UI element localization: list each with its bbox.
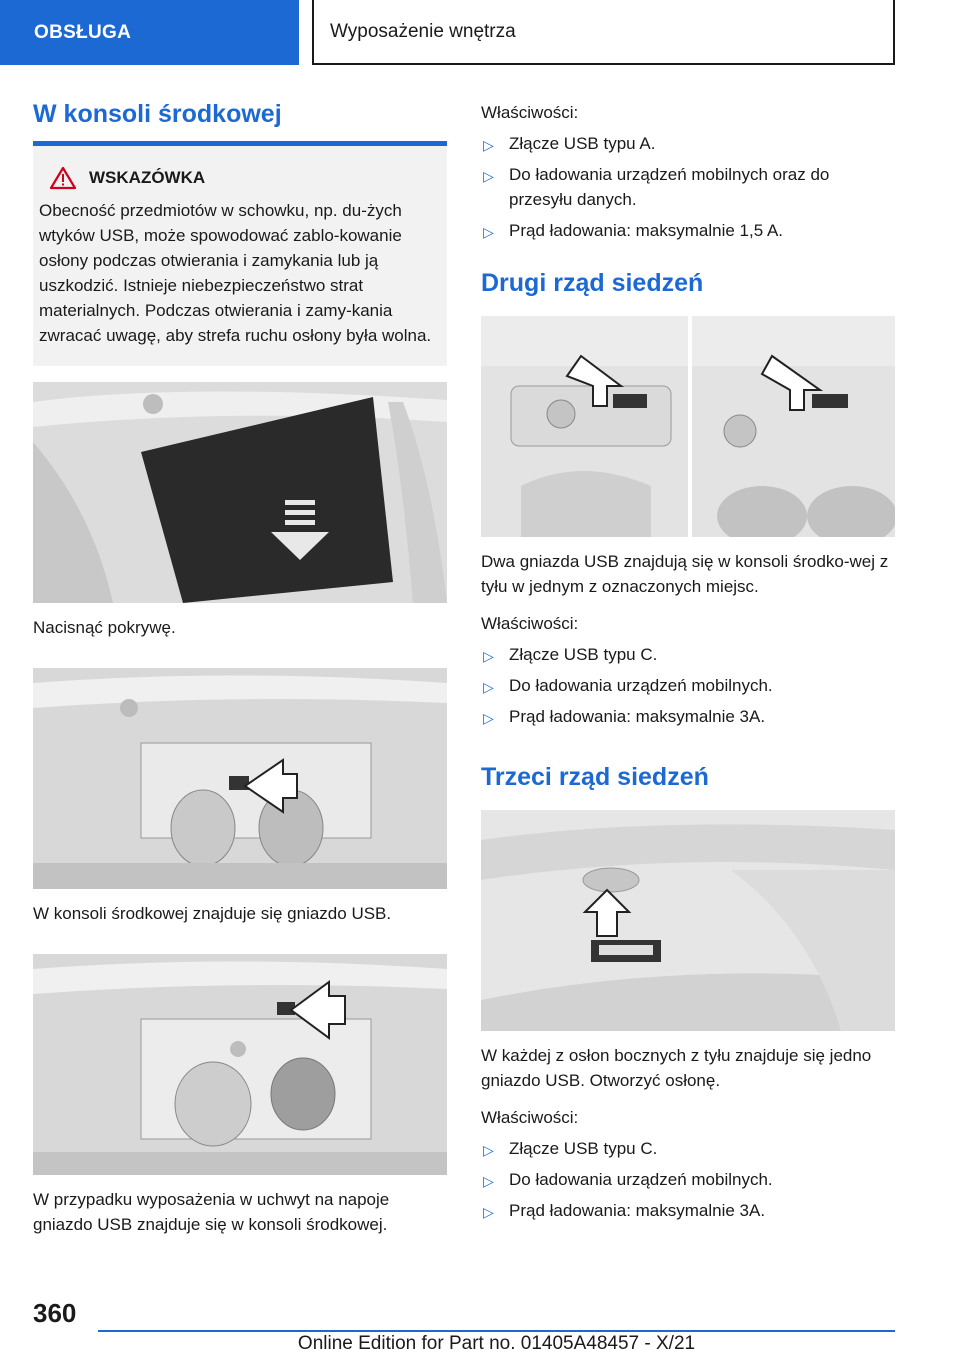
triangle-bullet-icon: ▷ xyxy=(483,1204,494,1220)
photo-second-row-pair xyxy=(481,316,895,537)
list-item: ▷ Prąd ładowania: maksymalnie 3A. xyxy=(481,704,895,729)
edition-text: Online Edition for Part no. 01405A48457 - X/21 xyxy=(297,1333,696,1354)
list-item: ▷ Prąd ładowania: maksymalnie 3A. xyxy=(481,1198,895,1223)
second-row-text: Dwa gniazda USB znajdują się w konsoli środko-wej z tyłu w jednym z oznaczonych miejsc. xyxy=(481,552,889,596)
chapter-title: Wyposażenie wnętrza xyxy=(312,0,895,65)
warning-title xyxy=(39,166,441,190)
photo-second-row-a xyxy=(481,316,688,537)
properties-list-3 xyxy=(481,1136,895,1223)
caption-press-cover: Nacisnąć pokrywę. xyxy=(33,618,176,637)
warning-text: Obecność przedmiotów w schowku, np. du-żych wtyków USB, może spowodować zablo-kowanie osłony podczas otwierania i zamykania lub ją uszkodzić. Istnieje niebezpieczeństwo strat materialnych. Podczas otwierania i zamy-kania zwracać uwagę, aby strefa ruchu osłony była wolna. xyxy=(39,201,432,345)
list-item: ▷ Do ładowania urządzeń mobilnych oraz do przesyłu danych. xyxy=(483,165,830,209)
section-title-third-row: Trzeci rząd siedzeń xyxy=(481,763,709,791)
section-title-center-console: W konsoli środkowej xyxy=(33,100,282,128)
triangle-bullet-icon: ▷ xyxy=(483,1142,494,1158)
footer-rule xyxy=(98,1330,895,1332)
properties-list-1 xyxy=(481,131,895,243)
photo-console-cover xyxy=(33,382,447,603)
warning-triangle-icon xyxy=(49,166,77,190)
triangle-bullet-icon: ▷ xyxy=(483,224,494,240)
properties-label-2: Właściwości: xyxy=(481,614,579,633)
warning-box xyxy=(33,146,447,366)
list-item: ▷ Złącze USB typu A. xyxy=(481,131,895,156)
photo-console-usb xyxy=(33,668,447,889)
properties-label-1: Właściwości: xyxy=(481,103,579,122)
left-column xyxy=(33,100,447,1237)
properties-list-2 xyxy=(481,642,895,729)
triangle-bullet-icon: ▷ xyxy=(483,648,494,664)
triangle-bullet-icon: ▷ xyxy=(483,137,494,153)
triangle-bullet-icon: ▷ xyxy=(483,168,494,184)
photo-third-row xyxy=(481,810,895,1031)
list-item: ▷ Złącze USB typu C. xyxy=(481,642,895,667)
caption-usb-in-console: W konsoli środkowej znajduje się gniazdo USB. xyxy=(33,904,392,923)
warning-label: WSKAZÓWKA xyxy=(89,168,206,187)
section-title-second-row: Drugi rząd siedzeń xyxy=(481,269,704,297)
caption-usb-cupholder: W przypadku wyposażenia w uchwyt na napoje gniazdo USB znajduje się w konsoli środkowej. xyxy=(33,1190,390,1234)
list-item: ▷ Złącze USB typu C. xyxy=(481,1136,895,1161)
page-number: 360 xyxy=(33,1298,77,1328)
photo-console-cupholder-usb xyxy=(33,954,447,1175)
list-item: ▷ Prąd ładowania: maksymalnie 1,5 A. xyxy=(481,218,895,243)
triangle-bullet-icon: ▷ xyxy=(483,710,494,726)
properties-label-3: Właściwości: xyxy=(481,1108,579,1127)
triangle-bullet-icon: ▷ xyxy=(483,1173,494,1189)
right-column xyxy=(481,100,895,1223)
third-row-text: W każdej z osłon bocznych z tyłu znajduje się jedno gniazdo USB. Otworzyć osłonę. xyxy=(481,1046,872,1090)
triangle-bullet-icon: ▷ xyxy=(483,679,494,695)
list-item: ▷ Do ładowania urządzeń mobilnych. xyxy=(481,1167,895,1192)
photo-second-row-b xyxy=(692,316,895,537)
section-tab: OBSŁUGA xyxy=(0,0,299,65)
list-item: ▷ Do ładowania urządzeń mobilnych. xyxy=(481,673,895,698)
